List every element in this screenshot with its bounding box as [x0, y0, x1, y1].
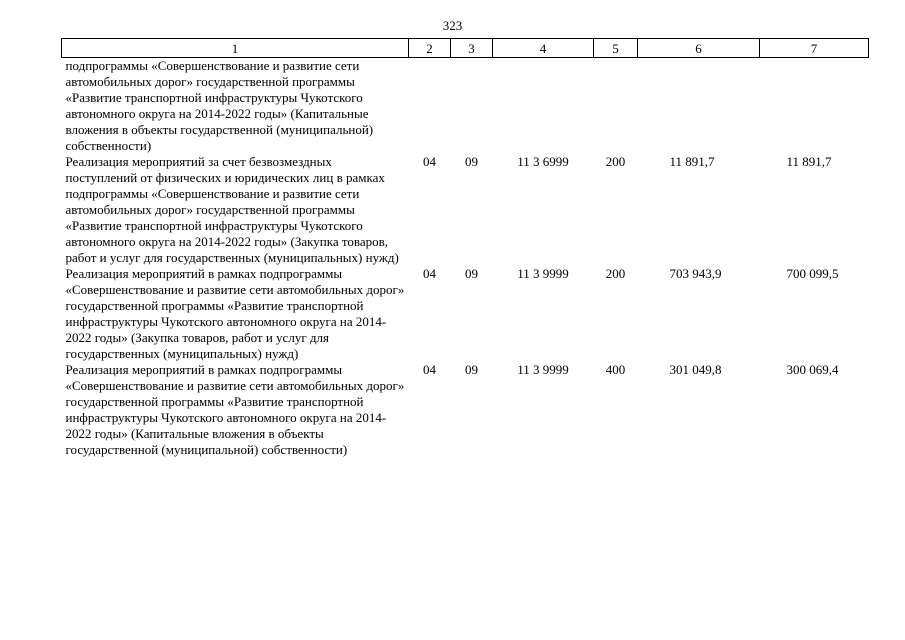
row-expense-type-cell: [594, 58, 638, 155]
table-row: [62, 154, 869, 266]
header-col-3: 3: [451, 39, 493, 58]
row-subsection-cell: 09: [465, 362, 478, 377]
header-col-6: 6: [638, 39, 760, 58]
row-expense-type-cell: 400: [605, 362, 626, 377]
row-target-article-cell: 11 3 6999: [517, 154, 569, 169]
budget-table: [61, 38, 869, 458]
header-col-1: 1: [62, 39, 409, 58]
row-sum-col7-cell: [760, 58, 869, 155]
header-row: [62, 39, 869, 58]
header-col-2: 2: [409, 39, 451, 58]
table-header: [62, 39, 869, 58]
row-sum-col7-cell: 300 069,4: [786, 362, 839, 377]
table-row: [62, 266, 869, 362]
row-target-article-cell: [493, 58, 594, 155]
row-name-cell: Реализация мероприятий в рамках подпрограммы «Совершенствование и развитие сети автомобильных дорог» государственной программы «Развитие транспортной инфраструктуры Чукотского автономного округа на 2014-2022 годы» (Капитальные вложения в объекты государственной (муниципальной) собственности): [65, 362, 405, 457]
row-subsection-cell: 09: [465, 154, 478, 169]
row-subsection-cell: 09: [465, 266, 478, 281]
row-section-cell: 04: [423, 362, 436, 377]
row-section-cell: [409, 58, 451, 155]
table-row: [62, 58, 869, 155]
row-name-cell: Реализация мероприятий за счет безвозмездных поступлений от физических и юридических лиц в рамках подпрограммы «Совершенствование и развитие сети автомобильных дорог» государственной программы «Развитие транспортной инфраструктуры Чукотского автономного округа на 2014-2022 годы» (Закупка товаров, работ и услуг для государственных (муниципальных) нужд): [65, 154, 399, 265]
header-col-4: 4: [493, 39, 594, 58]
row-expense-type-cell: 200: [605, 154, 626, 169]
row-sum-col6-cell: [638, 58, 760, 155]
row-target-article-cell: 11 3 9999: [517, 362, 569, 377]
row-sum-col6-cell: 703 943,9: [669, 266, 722, 281]
row-expense-type-cell: 200: [605, 266, 626, 281]
row-sum-col6-cell: 11 891,7: [669, 154, 715, 169]
row-subsection-cell: [451, 58, 493, 155]
row-sum-col6-cell: 301 049,8: [669, 362, 722, 377]
row-sum-col7-cell: 700 099,5: [786, 266, 839, 281]
row-target-article-cell: 11 3 9999: [517, 266, 569, 281]
header-col-7: 7: [760, 39, 869, 58]
table-body: [62, 58, 869, 459]
row-section-cell: 04: [423, 154, 436, 169]
page-number: 323: [442, 18, 463, 33]
row-sum-col7-cell: 11 891,7: [786, 154, 832, 169]
header-col-5: 5: [594, 39, 638, 58]
row-name-cell: Реализация мероприятий в рамках подпрограммы «Совершенствование и развитие сети автомобильных дорог» государственной программы «Развитие транспортной инфраструктуры Чукотского автономного округа на 2014-2022 годы» (Закупка товаров, работ и услуг для государственных (муниципальных) нужд): [65, 266, 405, 361]
row-name-cell: подпрограммы «Совершенствование и развитие сети автомобильных дорог» государственной программы «Развитие транспортной инфраструктуры Чукотского автономного округа на 2014-2022 годы» (Капитальные вложения в объекты государственной (муниципальной) собственности): [65, 58, 374, 153]
table-row: [62, 362, 869, 458]
row-section-cell: 04: [423, 266, 436, 281]
